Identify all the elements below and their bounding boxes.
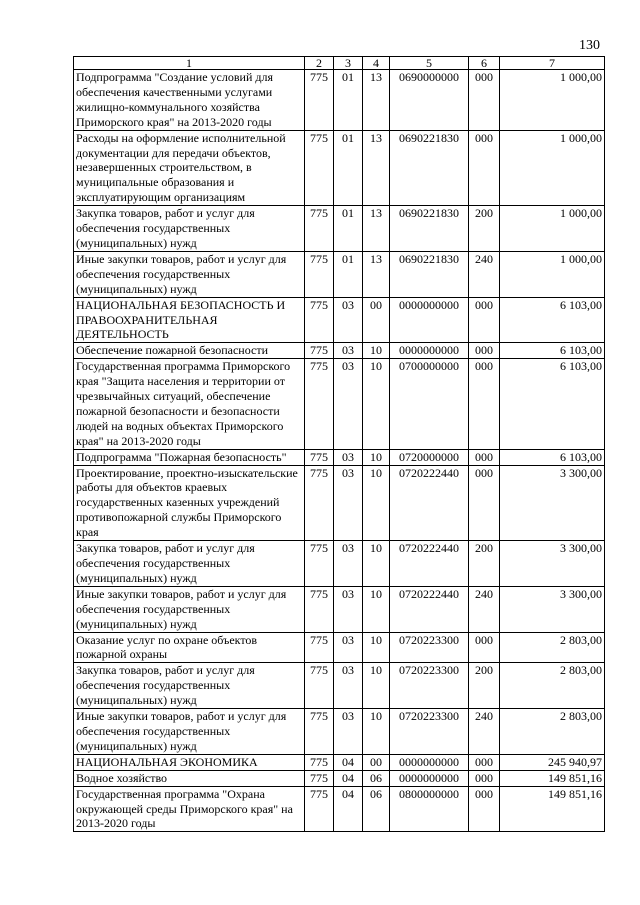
table-row [74, 709, 605, 755]
target-article-code: 0720222440 [390, 586, 469, 632]
subsection-code: 10 [363, 343, 390, 359]
table-row [74, 297, 605, 343]
table-row [74, 663, 605, 709]
amount: 6 103,00 [500, 297, 605, 343]
table-row [74, 541, 605, 587]
table-row [74, 251, 605, 297]
section-code: 03 [334, 709, 363, 755]
target-article-code: 0000000000 [390, 343, 469, 359]
subsection-code: 13 [363, 70, 390, 131]
expense-type-code: 000 [469, 632, 500, 663]
column-header: 1 [74, 57, 305, 70]
budget-table [73, 56, 605, 832]
column-number-row [74, 57, 605, 70]
table-row [74, 70, 605, 131]
table-row [74, 130, 605, 206]
line-item-name: Оказание услуг по охране объектов пожарной охраны [74, 632, 305, 663]
line-item-name: Подпрограмма "Создание условий для обеспечения качественными услугами жилищно-коммунального хозяйства Приморского края" на 2013-2020 годы [74, 70, 305, 131]
column-header: 7 [500, 57, 605, 70]
section-code: 01 [334, 70, 363, 131]
amount: 149 851,16 [500, 786, 605, 832]
page-number: 130 [579, 38, 600, 53]
amount: 1 000,00 [500, 70, 605, 131]
line-item-name: Расходы на оформление исполнительной документации для передачи объектов, незавершенных строительством, в муниципальные образования и эксплуатирующим организациям [74, 130, 305, 206]
ministry-code: 775 [305, 786, 334, 832]
table-row [74, 359, 605, 449]
line-item-name: НАЦИОНАЛЬНАЯ БЕЗОПАСНОСТЬ И ПРАВООХРАНИТЕЛЬНАЯ ДЕЯТЕЛЬНОСТЬ [74, 297, 305, 343]
amount: 2 803,00 [500, 632, 605, 663]
ministry-code: 775 [305, 541, 334, 587]
subsection-code: 06 [363, 770, 390, 786]
table-row [74, 754, 605, 770]
section-code: 03 [334, 586, 363, 632]
amount: 6 103,00 [500, 449, 605, 465]
table-row [74, 770, 605, 786]
section-code: 03 [334, 359, 363, 449]
subsection-code: 00 [363, 297, 390, 343]
expense-type-code: 000 [469, 449, 500, 465]
amount: 3 300,00 [500, 586, 605, 632]
ministry-code: 775 [305, 343, 334, 359]
ministry-code: 775 [305, 449, 334, 465]
line-item-name: Водное хозяйство [74, 770, 305, 786]
ministry-code: 775 [305, 709, 334, 755]
section-code: 03 [334, 465, 363, 541]
table-row [74, 343, 605, 359]
table-row [74, 206, 605, 252]
subsection-code: 13 [363, 251, 390, 297]
target-article-code: 0690221830 [390, 130, 469, 206]
subsection-code: 10 [363, 632, 390, 663]
target-article-code: 0000000000 [390, 297, 469, 343]
target-article-code: 0690000000 [390, 70, 469, 131]
target-article-code: 0720222440 [390, 541, 469, 587]
target-article-code: 0690221830 [390, 251, 469, 297]
section-code: 03 [334, 449, 363, 465]
subsection-code: 10 [363, 709, 390, 755]
target-article-code: 0720000000 [390, 449, 469, 465]
subsection-code: 10 [363, 465, 390, 541]
target-article-code: 0720223300 [390, 632, 469, 663]
table-row [74, 786, 605, 832]
expense-type-code: 000 [469, 754, 500, 770]
ministry-code: 775 [305, 206, 334, 252]
column-header: 5 [390, 57, 469, 70]
expense-type-code: 200 [469, 206, 500, 252]
table-row [74, 632, 605, 663]
ministry-code: 775 [305, 632, 334, 663]
amount: 1 000,00 [500, 130, 605, 206]
column-header: 6 [469, 57, 500, 70]
expense-type-code: 000 [469, 70, 500, 131]
expense-type-code: 240 [469, 251, 500, 297]
amount: 1 000,00 [500, 206, 605, 252]
target-article-code: 0720222440 [390, 465, 469, 541]
subsection-code: 13 [363, 130, 390, 206]
ministry-code: 775 [305, 465, 334, 541]
ministry-code: 775 [305, 251, 334, 297]
expense-type-code: 240 [469, 586, 500, 632]
target-article-code: 0000000000 [390, 770, 469, 786]
expense-type-code: 200 [469, 663, 500, 709]
subsection-code: 06 [363, 786, 390, 832]
amount: 3 300,00 [500, 465, 605, 541]
line-item-name: Проектирование, проектно-изыскательские работы для объектов краевых государственных казенных учреждений противопожарной службы Приморского края [74, 465, 305, 541]
target-article-code: 0690221830 [390, 206, 469, 252]
target-article-code: 0800000000 [390, 786, 469, 832]
line-item-name: Государственная программа "Охрана окружающей среды Приморского края" на 2013-2020 годы [74, 786, 305, 832]
table-row [74, 586, 605, 632]
section-code: 01 [334, 251, 363, 297]
expense-type-code: 000 [469, 465, 500, 541]
amount: 245 940,97 [500, 754, 605, 770]
ministry-code: 775 [305, 130, 334, 206]
section-code: 03 [334, 663, 363, 709]
amount: 149 851,16 [500, 770, 605, 786]
ministry-code: 775 [305, 70, 334, 131]
line-item-name: Обеспечение пожарной безопасности [74, 343, 305, 359]
section-code: 01 [334, 130, 363, 206]
section-code: 04 [334, 786, 363, 832]
amount: 2 803,00 [500, 663, 605, 709]
table-row [74, 449, 605, 465]
table-row [74, 465, 605, 541]
budget-table-body [74, 70, 605, 832]
expense-type-code: 000 [469, 130, 500, 206]
column-header: 3 [334, 57, 363, 70]
amount: 6 103,00 [500, 343, 605, 359]
line-item-name: Подпрограмма "Пожарная безопасность" [74, 449, 305, 465]
line-item-name: Закупка товаров, работ и услуг для обеспечения государственных (муниципальных) нужд [74, 663, 305, 709]
section-code: 03 [334, 297, 363, 343]
subsection-code: 10 [363, 541, 390, 587]
section-code: 03 [334, 343, 363, 359]
expense-type-code: 240 [469, 709, 500, 755]
ministry-code: 775 [305, 770, 334, 786]
ministry-code: 775 [305, 359, 334, 449]
subsection-code: 10 [363, 663, 390, 709]
subsection-code: 10 [363, 586, 390, 632]
section-code: 04 [334, 754, 363, 770]
expense-type-code: 000 [469, 297, 500, 343]
line-item-name: Иные закупки товаров, работ и услуг для обеспечения государственных (муниципальных) нужд [74, 709, 305, 755]
amount: 2 803,00 [500, 709, 605, 755]
section-code: 01 [334, 206, 363, 252]
expense-type-code: 200 [469, 541, 500, 587]
subsection-code: 10 [363, 359, 390, 449]
expense-type-code: 000 [469, 770, 500, 786]
section-code: 04 [334, 770, 363, 786]
section-code: 03 [334, 632, 363, 663]
amount: 3 300,00 [500, 541, 605, 587]
subsection-code: 13 [363, 206, 390, 252]
column-header: 2 [305, 57, 334, 70]
amount: 1 000,00 [500, 251, 605, 297]
line-item-name: Иные закупки товаров, работ и услуг для обеспечения государственных (муниципальных) нужд [74, 586, 305, 632]
target-article-code: 0000000000 [390, 754, 469, 770]
expense-type-code: 000 [469, 786, 500, 832]
ministry-code: 775 [305, 297, 334, 343]
ministry-code: 775 [305, 754, 334, 770]
subsection-code: 00 [363, 754, 390, 770]
target-article-code: 0720223300 [390, 663, 469, 709]
line-item-name: Иные закупки товаров, работ и услуг для обеспечения государственных (муниципальных) нужд [74, 251, 305, 297]
section-code: 03 [334, 541, 363, 587]
target-article-code: 0720223300 [390, 709, 469, 755]
line-item-name: Государственная программа Приморского края "Защита населения и территории от чрезвычайных ситуаций, обеспечение пожарной безопасности и безопасности людей на водных объектах Приморского края" на 2013-2020 годы [74, 359, 305, 449]
ministry-code: 775 [305, 663, 334, 709]
expense-type-code: 000 [469, 343, 500, 359]
ministry-code: 775 [305, 586, 334, 632]
subsection-code: 10 [363, 449, 390, 465]
line-item-name: Закупка товаров, работ и услуг для обеспечения государственных (муниципальных) нужд [74, 206, 305, 252]
line-item-name: НАЦИОНАЛЬНАЯ ЭКОНОМИКА [74, 754, 305, 770]
column-header: 4 [363, 57, 390, 70]
target-article-code: 0700000000 [390, 359, 469, 449]
expense-type-code: 000 [469, 359, 500, 449]
amount: 6 103,00 [500, 359, 605, 449]
line-item-name: Закупка товаров, работ и услуг для обеспечения государственных (муниципальных) нужд [74, 541, 305, 587]
